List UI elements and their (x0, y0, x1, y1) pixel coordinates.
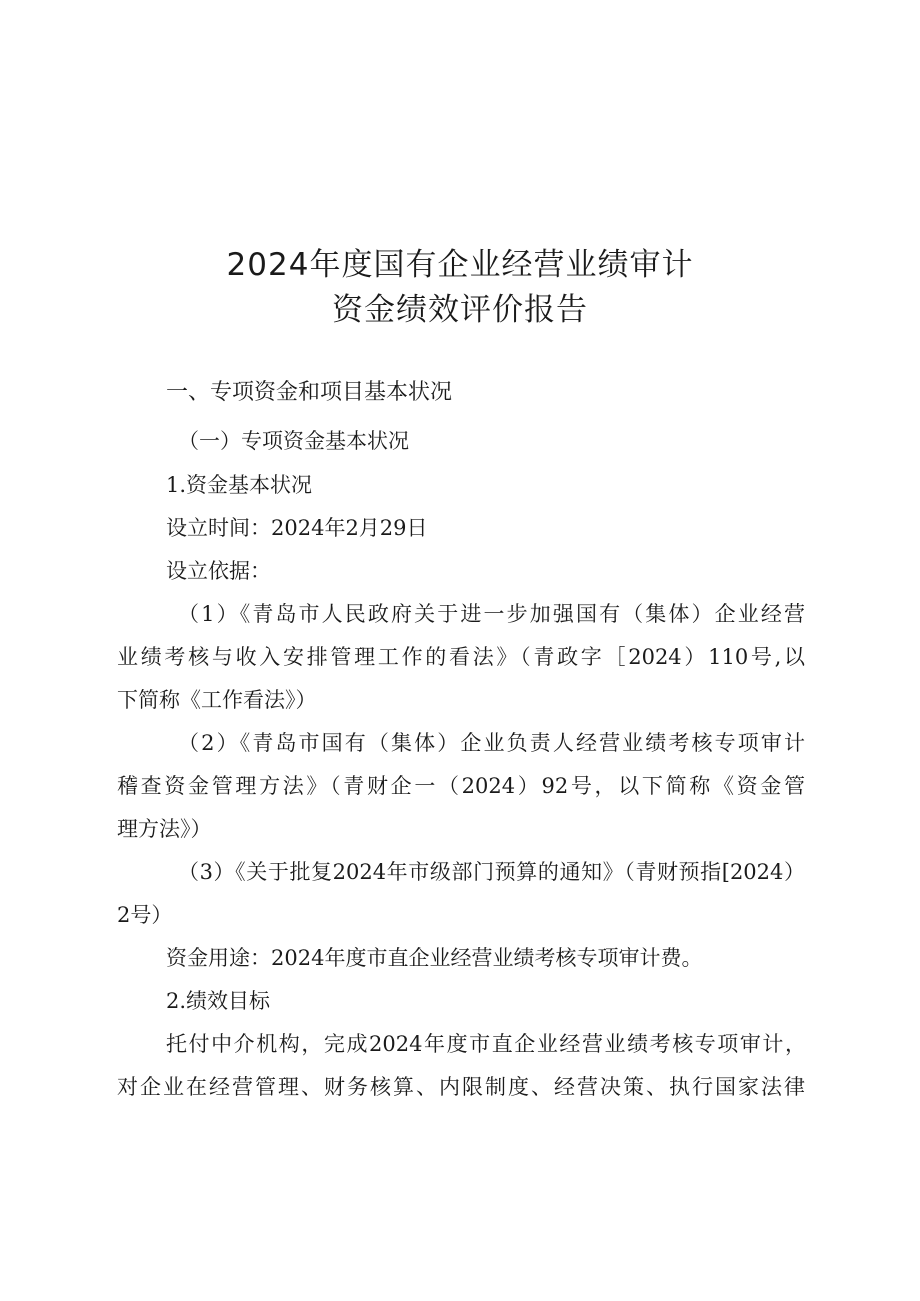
basis-2-line-2: 稽查资金管理方法》（青财企一（2024）92号，以下简称《资金管 (117, 774, 805, 798)
subsection-1-heading: （一）专项资金基本状况 (178, 429, 409, 453)
section-1-heading: 一、专项资金和项目基本状况 (166, 380, 453, 405)
basis-3-line-1: （3）《关于批复2024年市级部门预算的通知》（青财预指[2024） (178, 860, 805, 884)
basis-1-line-1: （1）《青岛市人民政府关于进一步加强国有（集体）企业经营 (178, 602, 805, 626)
setup-basis-label: 设立依据： (166, 559, 271, 583)
setup-time: 设立时间：2024年2月29日 (166, 516, 428, 540)
report-title-line-1: 2024年度国有企业经营业绩审计 (226, 247, 694, 283)
item-1-heading: 1.资金基本状况 (166, 473, 313, 497)
item-2-heading: 2.绩效目标 (166, 989, 271, 1013)
basis-1-line-3: 下简称《工作看法》） (117, 688, 317, 712)
basis-2-line-1: （2）《青岛市国有（集体）企业负责人经营业绩考核专项审计 (178, 731, 805, 755)
basis-3-line-2: 2号） (117, 903, 173, 927)
goal-line-2: 对企业在经营管理、财务核算、内限制度、经营决策、执行国家法律 (117, 1075, 805, 1099)
report-title-line-2: 资金绩效评价报告 (332, 292, 588, 328)
basis-2-line-3: 理方法》） (117, 817, 212, 841)
fund-use: 资金用途：2024年度市直企业经营业绩考核专项审计费。 (166, 946, 703, 970)
goal-line-1: 托付中介机构，完成2024年度市直企业经营业绩考核专项审计， (166, 1032, 806, 1056)
basis-1-line-2: 业绩考核与收入安排管理工作的看法》（青政字［2024）110号,以 (117, 645, 805, 669)
